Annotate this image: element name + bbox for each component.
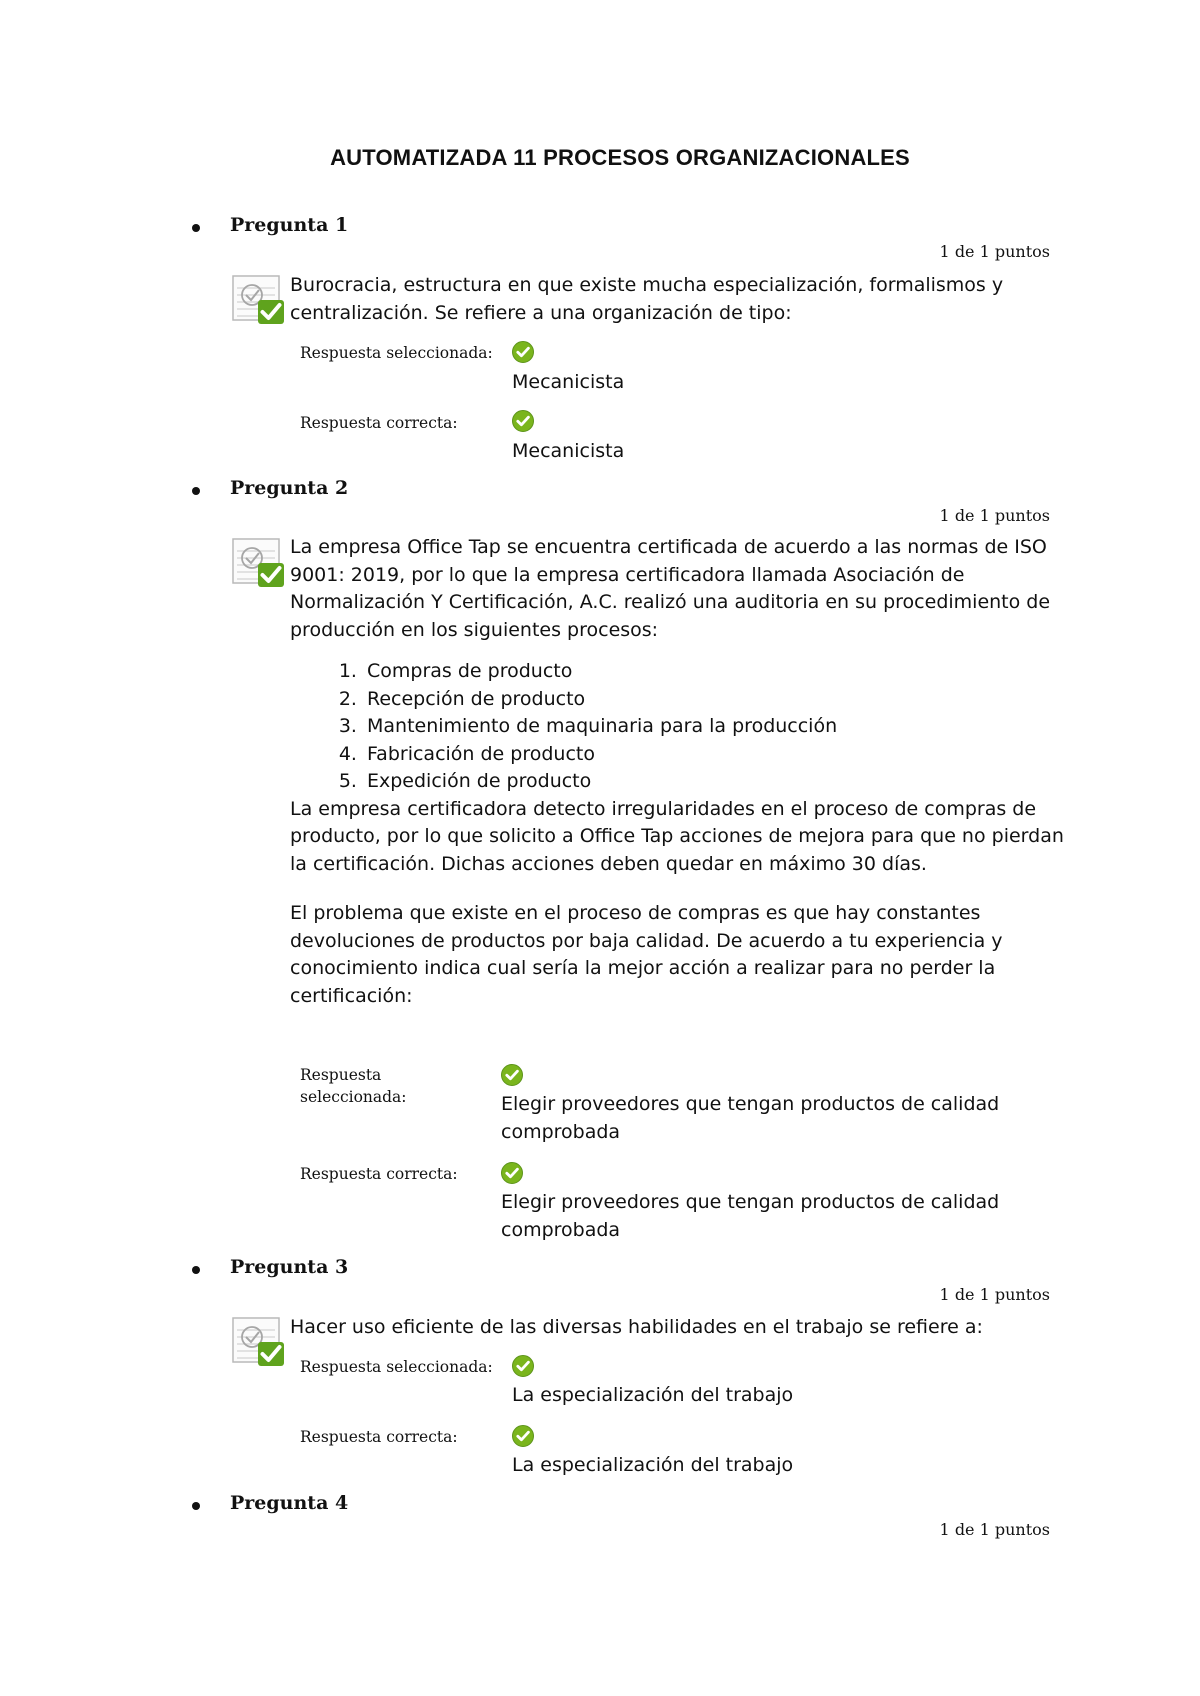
- list-item: 3. Mantenimiento de maquinaria para la producción: [363, 713, 1070, 741]
- graded-correct-icon: [230, 1314, 286, 1370]
- question-score: 1 de 1 puntos: [939, 506, 1050, 525]
- list-bullet: [192, 1502, 200, 1510]
- correct-answer-value: Mecanicista: [512, 440, 625, 462]
- question-paragraph: El problema que existe en el proceso de compras es que hay constantes devoluciones de productos por baja calidad. De acuerdo a tu experiencia y conocimiento indica cual sería la mejor acción a realizar para no perder la certificación:: [290, 902, 1003, 1007]
- selected-answer-label: [300, 1064, 407, 1108]
- question-text: [290, 1314, 1070, 1342]
- question-label: Pregunta 4: [230, 1492, 349, 1514]
- selected-answer-value: Mecanicista: [512, 371, 625, 393]
- check-circle-icon: [512, 1425, 534, 1447]
- question-score: 1 de 1 puntos: [939, 1520, 1050, 1539]
- check-circle-icon: [501, 1064, 523, 1086]
- check-circle-icon: [512, 341, 534, 363]
- correct-answer-label: Respuesta correcta:: [300, 1428, 458, 1446]
- list-item: 1. Compras de producto: [363, 658, 1070, 686]
- selected-answer-value: La especialización del trabajo: [512, 1384, 794, 1406]
- page-title: AUTOMATIZADA 11 PROCESOS ORGANIZACIONALES: [330, 145, 910, 170]
- check-circle-icon: [512, 410, 534, 432]
- question-text: [290, 272, 1070, 327]
- selected-answer-value: Elegir proveedores que tengan productos de calidad comprobada: [501, 1093, 1000, 1143]
- question-score: 1 de 1 puntos: [939, 1285, 1050, 1304]
- graded-correct-icon: [230, 535, 286, 591]
- question-label: Pregunta 2: [230, 477, 349, 499]
- question-score: 1 de 1 puntos: [939, 242, 1050, 261]
- list-bullet: [192, 487, 200, 495]
- question-label: Pregunta 1: [230, 214, 349, 236]
- list-bullet: [192, 1266, 200, 1274]
- question-label: Pregunta 3: [230, 1256, 349, 1278]
- selected-answer-label: Respuesta seleccionada:: [300, 344, 493, 362]
- list-item: 4. Fabricación de producto: [363, 741, 1070, 769]
- graded-correct-icon: [230, 272, 286, 328]
- check-circle-icon: [512, 1355, 534, 1377]
- check-circle-icon: [501, 1162, 523, 1184]
- correct-answer-label: Respuesta correcta:: [300, 1165, 458, 1183]
- correct-answer-value: Elegir proveedores que tengan productos de calidad comprobada: [501, 1191, 1000, 1241]
- selected-label-line: Respuesta: [300, 1066, 382, 1084]
- question-paragraph: Burocracia, estructura en que existe mucha especialización, formalismos y centralización. Se refiere a una organización de tipo:: [290, 274, 1004, 324]
- selected-answer-label: Respuesta seleccionada:: [300, 1358, 493, 1376]
- list-item: 5. Expedición de producto: [363, 768, 1070, 796]
- selected-label-line: seleccionada:: [300, 1088, 407, 1106]
- question-paragraph: La empresa certificadora detecto irregularidades en el proceso de compras de producto, por lo que solicito a Office Tap acciones de mejora para que no pierdan la certificación. Dichas acciones deben quedar en máximo 30 días.: [290, 797, 1064, 875]
- correct-answer-value: La especialización del trabajo: [512, 1454, 794, 1476]
- question-text: [290, 534, 1070, 1010]
- correct-answer-label: Respuesta correcta:: [300, 414, 458, 432]
- process-list: [290, 658, 1070, 796]
- list-bullet: [192, 224, 200, 232]
- list-item: 2. Recepción de producto: [363, 686, 1070, 714]
- question-paragraph: Hacer uso eficiente de las diversas habilidades en el trabajo se refiere a:: [290, 1316, 983, 1338]
- question-paragraph: La empresa Office Tap se encuentra certificada de acuerdo a las normas de ISO 9001: 2019, por lo que la empresa certificadora llamada Asociación de Normalización Y Certificación, A.C. realizó una auditoria en su procedimiento de producción en los siguientes procesos:: [290, 536, 1051, 641]
